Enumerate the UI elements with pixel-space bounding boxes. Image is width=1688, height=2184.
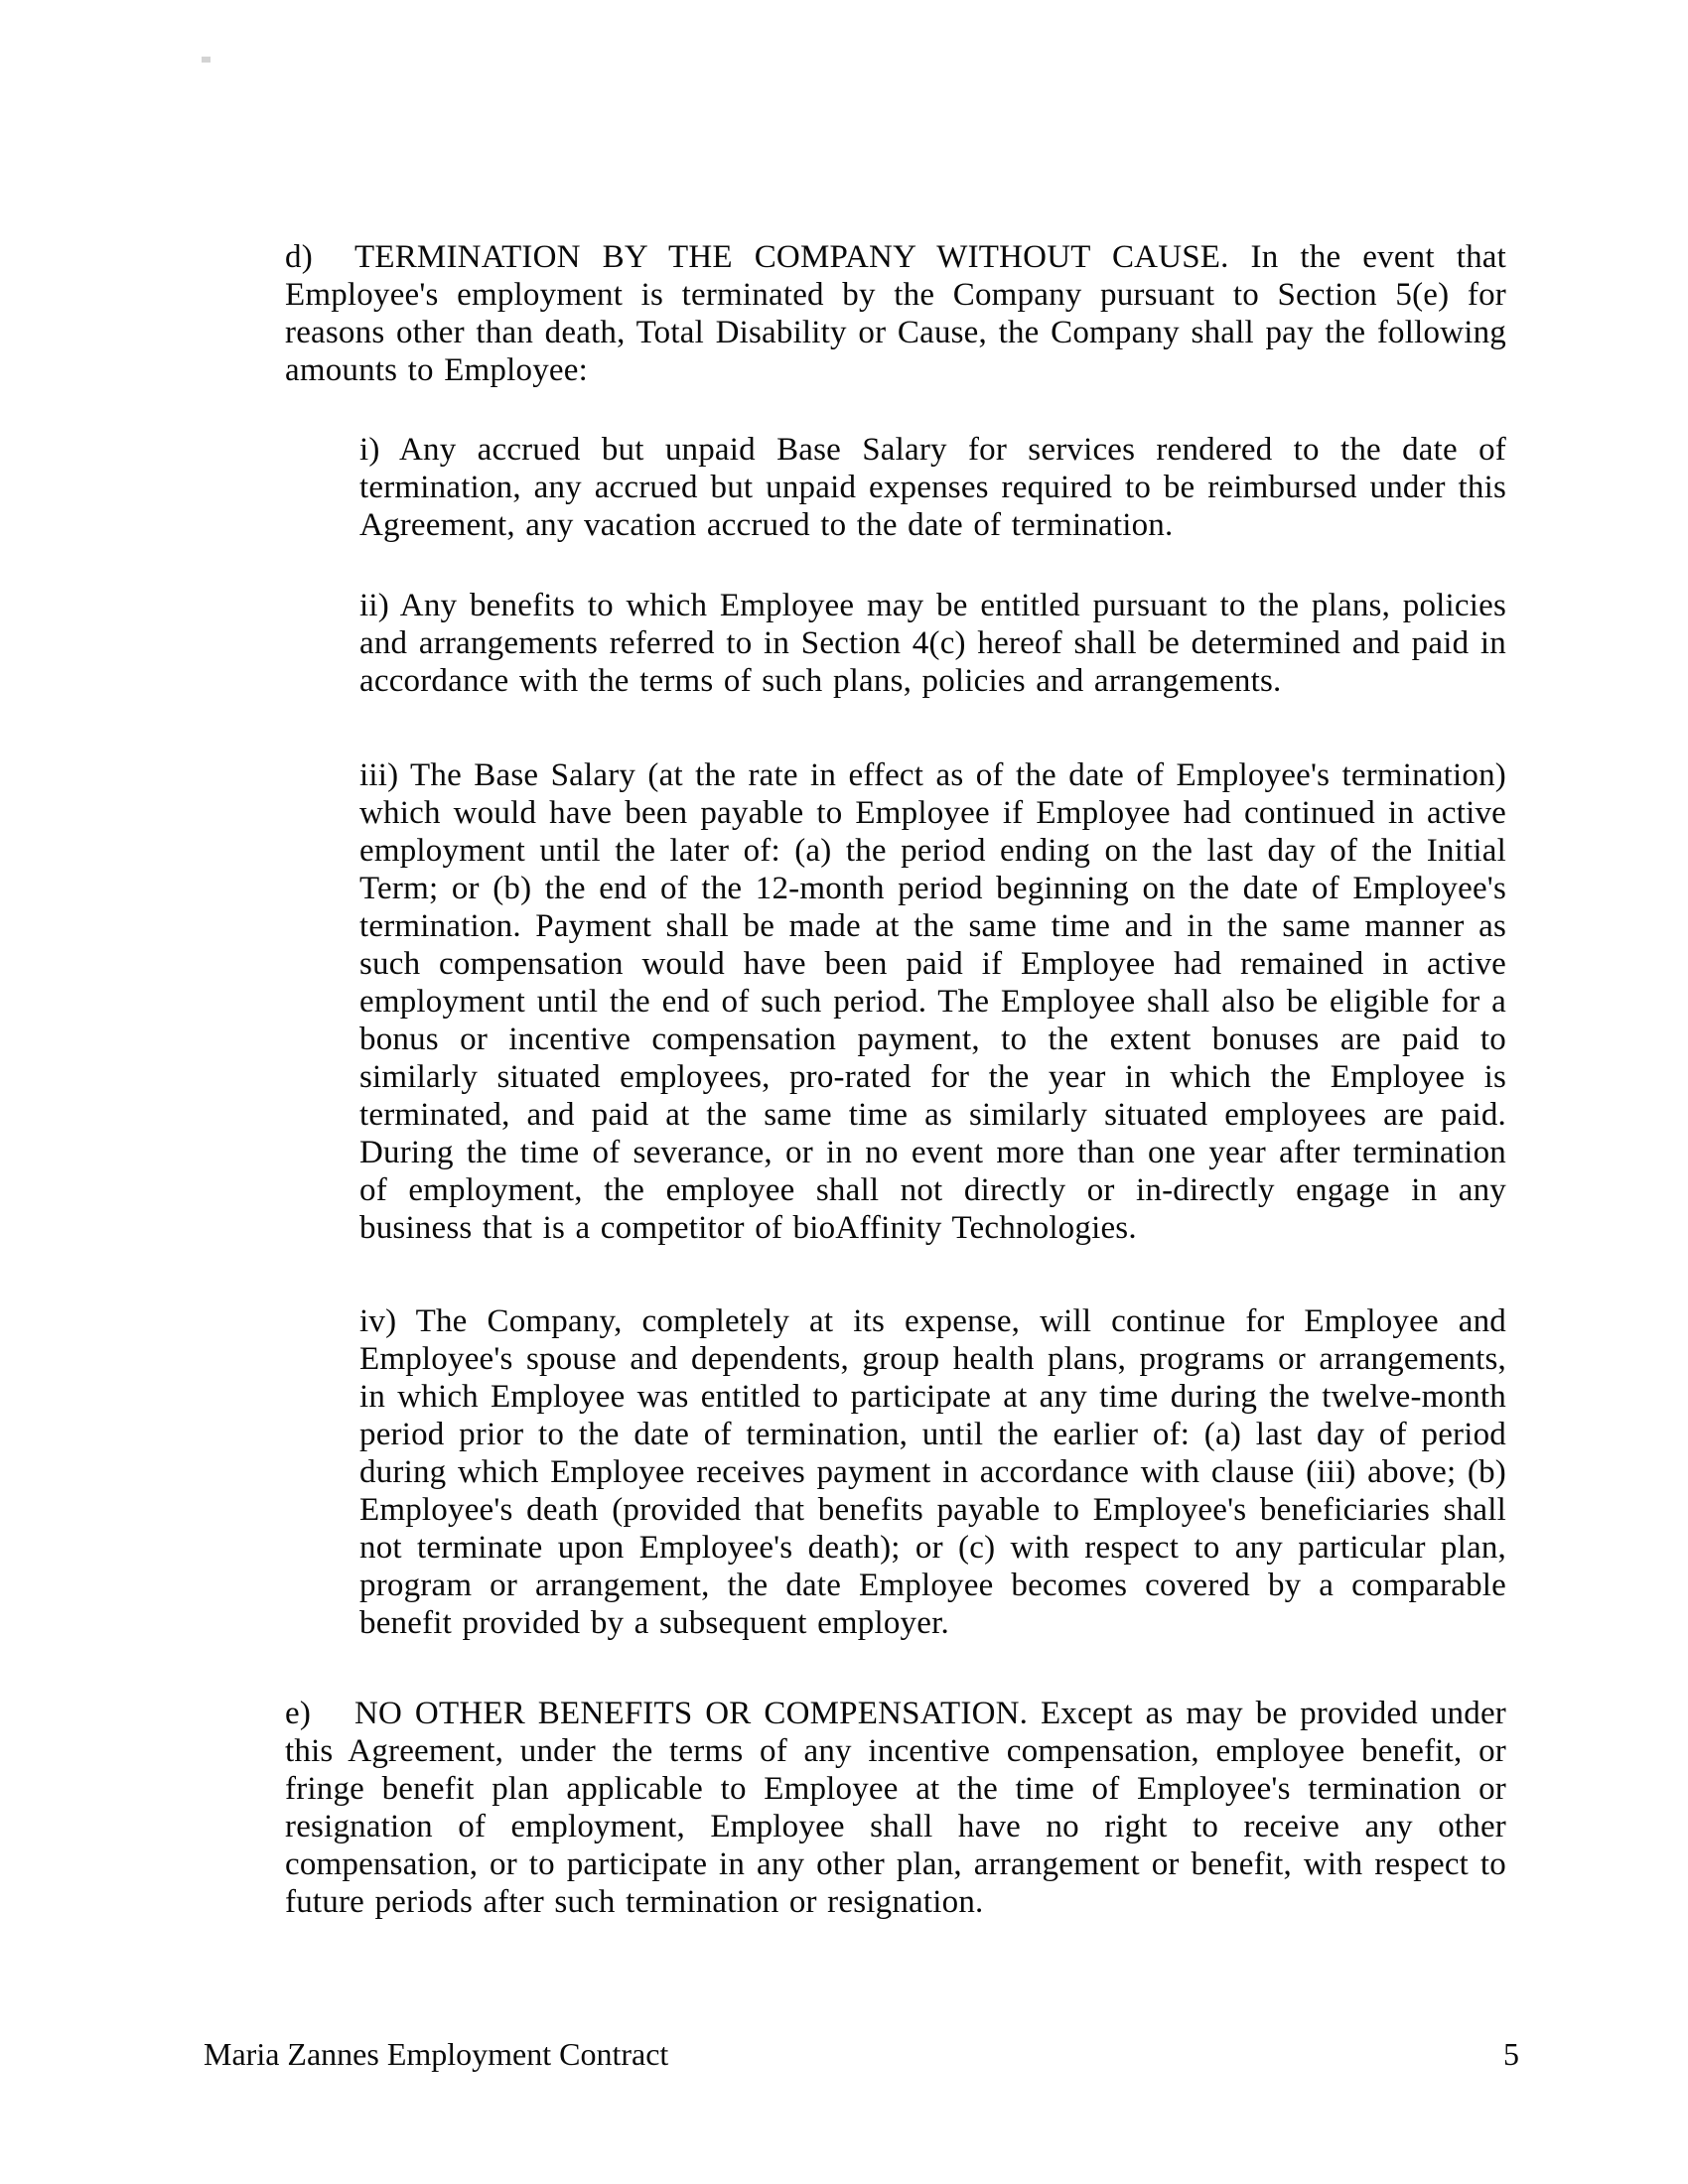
footer-page-number: 5 [1503, 2036, 1519, 2072]
contract-body [285, 238, 1506, 1921]
clause-iii-text: iii) The Base Salary (at the rate in effect as of the date of Employee's termination) which would have been payable to Employee if Employee had continued in active employment until the later of: (a) the period ending on the last day of the Initial Term; or (b) the end of the 12-month period beginning on the date of Employee's termination. Payment shall be made at the same time and in the same manner as such compensation would have been paid if Employee had remained in active employment until the end of such period. The Employee shall also be eligible for a bonus or incentive compensation payment, to the extent bonuses are paid to similarly situated employees, pro-rated for the year in which the Employee is terminated, and paid at the same time as similarly situated employees are paid. During the time of severance, or in no event more than one year after termination of employment, the employee shall not directly or in-directly engage in any business that is a competitor of bioAffinity Technologies. [359, 757, 1506, 1246]
clause-ii-text: ii) Any benefits to which Employee may be entitled pursuant to the plans, policies and arrangements referred to in Section 4(c) hereof shall be determined and paid in accordance with the terms of such plans, policies and arrangements. [359, 588, 1506, 699]
clause-iv-paragraph [359, 1302, 1506, 1642]
clause-ii-paragraph [359, 587, 1506, 700]
section-d-text: TERMINATION BY THE COMPANY WITHOUT CAUSE. In the event that Employee's employment is terminated by the Company pursuant to Section 5(e) for reasons other than death, Total Disability or Cause, the Company shall pay the following amounts to Employee: [285, 239, 1506, 388]
clause-i-paragraph [359, 431, 1506, 544]
footer-document-title: Maria Zannes Employment Contract [204, 2036, 669, 2072]
page-footer [204, 2035, 1519, 2073]
clause-iv-text: iv) The Company, completely at its expense, will continue for Employee and Employee's spouse and dependents, group health plans, programs or arrangements, in which Employee was entitled to participate at any time during the twelve-month period prior to the date of termination, until the earlier of: (a) last day of period during which Employee receives payment in accordance with clause (iii) above; (b) Employee's death (provided that benefits payable to Employee's beneficiaries shall not terminate upon Employee's death); or (c) with respect to any particular plan, program or arrangement, the date Employee becomes covered by a comparable benefit provided by a subsequent employer. [359, 1303, 1506, 1641]
section-d-paragraph [285, 238, 1506, 389]
clause-i-text: i) Any accrued but unpaid Base Salary for services rendered to the date of termination, any accrued but unpaid expenses required to be reimbursed under this Agreement, any vacation accrued to the date of termination. [359, 432, 1506, 543]
scan-artifact-mark [202, 57, 211, 63]
section-d-label: d) [285, 239, 313, 275]
section-e-paragraph [285, 1695, 1506, 1921]
section-e-label: e) [285, 1696, 312, 1731]
section-e-text: NO OTHER BENEFITS OR COMPENSATION. Except as may be provided under this Agreement, under the terms of any incentive compensation, employee benefit, or fringe benefit plan applicable to Employee at the time of Employee's termination or resignation of employment, Employee shall have no right to receive any other compensation, or to participate in any other plan, arrangement or benefit, with respect to future periods after such termination or resignation. [285, 1696, 1506, 1920]
clause-iii-paragraph [359, 756, 1506, 1247]
